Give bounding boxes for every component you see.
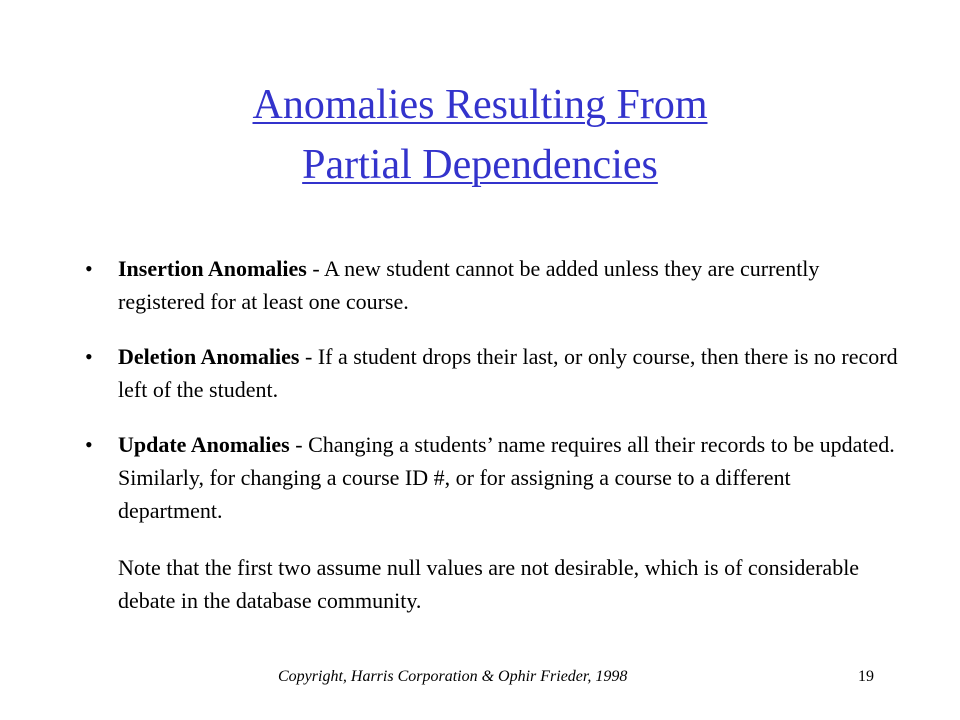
bullet-text: - A new student cannot be added unless they are currently registered for at least one course. xyxy=(118,256,820,314)
bullet-marker: • xyxy=(85,256,93,281)
bullet-list xyxy=(0,252,960,617)
page-number: 19 xyxy=(858,668,874,685)
title-line-1: Anomalies Resulting From xyxy=(252,82,708,128)
note-paragraph: Note that the first two assume null values are not desirable, which is of considerable debate in the database community. xyxy=(118,555,860,613)
title-line-2: Partial Dependencies xyxy=(302,142,658,188)
copyright-text: Copyright, Harris Corporation & Ophir Frieder, 1998 xyxy=(278,668,628,685)
bullet-marker: • xyxy=(85,432,93,457)
bullet-deletion-anomalies xyxy=(0,340,960,406)
slide-title xyxy=(0,75,960,195)
bullet-text: - If a student drops their last, or only course, then there is no record left of the student. xyxy=(118,344,898,402)
bullet-text: - Changing a students’ name requires all their records to be updated. Similarly, for changing a course ID #, or for assigning a course to a different department. xyxy=(118,432,895,523)
bullet-insertion-anomalies xyxy=(0,252,960,318)
bullet-marker: • xyxy=(85,344,93,369)
bullet-update-anomalies xyxy=(0,428,960,527)
bullet-term: Deletion Anomalies xyxy=(118,344,300,369)
bullet-term: Update Anomalies xyxy=(118,432,290,457)
bullet-term: Insertion Anomalies xyxy=(118,256,307,281)
